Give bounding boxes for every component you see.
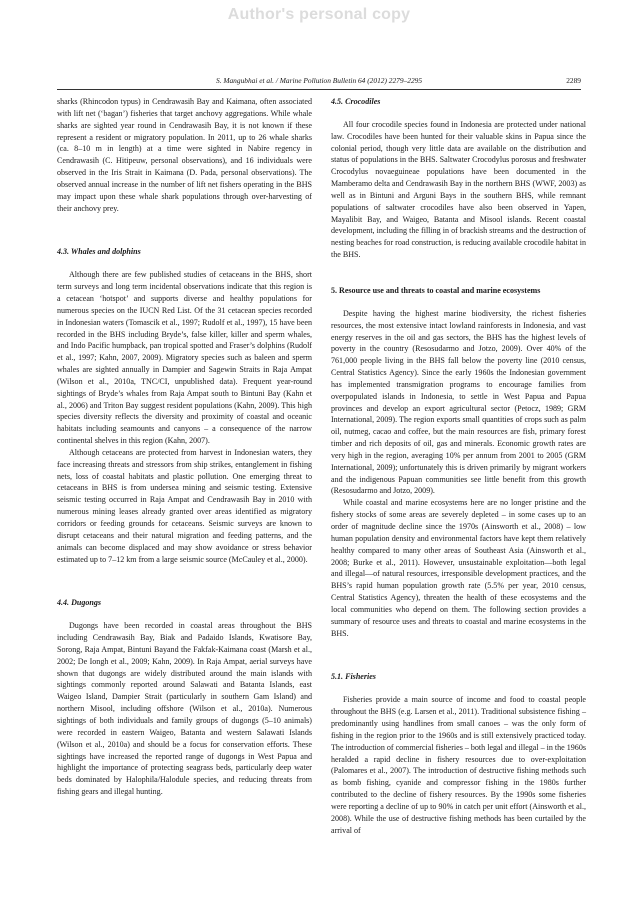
watermark: Author's personal copy xyxy=(227,6,411,23)
paragraph-whale-sharks: sharks (Rhincodon typus) in Cendrawasih Bay and Kaimana, often associated with lift net (‘bagan’) fisheries that target anchovy aggregations. While whale sharks are sighted year round in Cendrawasih Bay, it is not known if these represent a resident or migratory population. In 2011, up to 26 whale sharks (ca. 8–10 m in length) at a time were sighted in Nabire regency in Cendrawasih (C. Hitipeuw, personal observations), and 16 individuals were observed in the Iris Strait in Kaimana (D. Pada, personal observations). The observed annual increase in the number of lift net fishers operating in the BHS may impact upon these whale shark populations through over-harvesting of their anchovy prey. xyxy=(57,97,312,213)
section-heading-dugongs: 4.4. Dugongs xyxy=(57,598,102,608)
section-heading-resource-use: 5. Resource use and threats to coastal and marine ecosystems xyxy=(331,285,541,295)
journal-citation: S. Mangubhai et al. / Marine Pollution Bulletin 64 (2012) 2279–2295 xyxy=(215,76,423,85)
section-heading-whales-dolphins: 4.3. Whales and dolphins xyxy=(57,247,141,257)
paragraph-cetaceans-1: Although there are few published studies of cetaceans in the BHS, short term surveys and long term incidental observations indicate that this region is a cetacean ‘hotspot’ and supports diverse and healthy populations for numerous species on the IUCN Red List. Of the 31 cetacean species recorded in Indonesian waters (Tomascik et al., 1997; Rudolf et al., 1997), 15 have been recorded in the BHS including Bryde’s, false killer, killer and sperm whales, and Indo Pacific humpback, pan tropical spotted and Fraser’s dolphins (Rudolf et al., 1997; Kahn, 2007, 2009). Migratory species such as baleen and sperm whales are sighted annually in Dampier and Sagewin Straits in Raja Ampat (Wilson et al., 2010a, TNC/CI, unpublished data). Frequent year-round sightings of Bryde’s whales from Raja Ampat south to Bintuni Bay (Kahn et al., 2006) and Triton Bay suggest resident populations (Kahn, 2009). This high species diversity reflects the diversity and proximity of coastal and oceanic habitats including seamounts and canyons – a consequence of the narrow continental shelves in this region (Kahn, 2007). xyxy=(57,270,312,446)
paragraph-crocodiles: All four crocodile species found in Indonesia are protected under national law. Crocodiles have been hunted for their valuable skins in Papua since the colonial period, though very little data are available on the distribution and status of populations in the BHS. Saltwater Crocodylus porosus and freshwater Crocodylus novaeguineae populations have been documented in the Mamberamo delta and Cendrawasih Bay in the northern BHS (WWF, 2003) as well as in Bintuni and Arguni Bays in the southern BHS, while remnant populations of saltwater crocodiles have also been observed in Yapen, Mayalibit Bay, and Waigeo, Batanta and Misool islands. Recent coastal development, including the filling in of brackish streams and the destruction of nesting beaches for road construction, is reducing available crocodile habitat in the BHS. xyxy=(331,119,586,260)
paragraph-threats: While coastal and marine ecosystems here are no longer pristine and the fishery stocks of some areas are severely depleted – in some cases up to an order of magnitude decline since the 1970s (Ainsworth et al., 2008) – low human population density and environmental factors have kept them relatively healthy compared to many other areas of Southeast Asia (Ainsworth et al., 2008; Burke et al., 2011). However, unsustainable exploitation—both legal and illegal—of natural resources, irresponsible development practices, and the BHS’s rapid human population growth rate (5.5% per year, 2010 census, Central Statistics Agency), threaten the health of these ecosystems and the local communities who depend on them. The following section provides a summary of resource uses and threats to coastal and marine ecosystems in the BHS. xyxy=(331,498,586,638)
right-column xyxy=(331,96,586,836)
paragraph-fisheries: Fisheries provide a main source of income and food to coastal people throughout the BHS (e.g. Larsen et al., 2011). Traditional subsistence fishing – predominantly using handlines from small canoes – was the only form of fishing in the region prior to the 1960s and is still extensively practiced today. The introduction of commercial fisheries – both legal and illegal – in the 1960s heralded a rapid decline in fishery resources due to over-exploitation (Palomares et al., 2007). The introduction of destructive fishing methods such as bomb fishing, cyanide and compressor fishing in the 1980s further contributed to the decline of fishery resources. By the 1990s some fisheries were reporting a decline of up to 90% in catch per unit effort (Ainsworth et al., 2008). While the use of destructive fishing methods has been curtailed by the arrival of xyxy=(331,695,586,835)
paragraph-poverty: Despite having the highest marine biodiversity, the richest fisheries resources, the most extensive intact lowland rainforests in Indonesia, and vast energy reserves in the oil and gas sectors, the BHS has the highest levels of poverty in the country (Resosudarmo and Jotzo, 2009). Over 40% of the 761,000 people living in the BHS fall below the poverty line (2010 census, Central Statistics Agency). Since the early 1960s the Indonesian government has implemented transmigration programs to encourage families from overpopulated islands in Indonesia, to settle in West Papua and Papua provinces and develop an export agricultural sector (Petocz, 1989; GRM International, 2009). The region exports small quantities of crops such as palm oil, nutmeg, cacao and coffee, but the main resources are fish, primary forest timber and rich deposits of oil, gas and minerals. Economic growth rates are very high in the region, averaging 10% per annum from 2001 to 2005 (GRM International, 2009); unfortunately this is driven primarily by migrant workers and the indigenous Papuan communities see little benefit from this growth (Resosudarmo and Jotzo, 2009). xyxy=(331,308,586,496)
section-heading-fisheries: 5.1. Fisheries xyxy=(331,672,376,682)
section-heading-crocodiles: 4.5. Crocodiles xyxy=(331,97,381,106)
left-column xyxy=(57,96,312,798)
paragraph-dugongs: Dugongs have been recorded in coastal areas throughout the BHS including Cendrawasih Bay, Biak and Padaido Islands, Kwatisore Bay, Sorong, Raja Ampat, Bintuni Bayand the Fakfak-Kaimana coast (Marsh et al., 2002; De Iongh et al., 2009; Kahn, 2009). In Raja Ampat, aerial surveys have shown that dugongs are widely distributed around the main islands with sightings commonly reported around Salawati and Batanta Islands, east Waigeo Island, Dampier Strait (particularly in southern Gam Island) and northern Misool, including offshore (Wilson et al., 2010a). Numerous sightings of both individuals and family groups of dugongs (5–10 animals) were recorded in eastern Waigeo, Batanta and western Salawati Islands (Wilson et al., 2010a) and should be a focus for conservation efforts. These sightings have increased the reported range of dugongs in West Papua and highlight the importance of protecting seagrass beds, particularly deep water beds dominated by Halophila/Halodule species, and reducing threats from fishing gears and illegal hunting. xyxy=(57,621,312,797)
header-rule xyxy=(57,89,581,90)
page-number: 2289 xyxy=(566,76,581,85)
paragraph-cetaceans-2: Although cetaceans are protected from harvest in Indonesian waters, they face increasing threats and stressors from ship strikes, entanglement in fishing nets, loss of coastal habitats and plastic pollution. One emerging threat to cetaceans in BHS is from undersea mining and seismic testing. Extensive seismic testing occurred in Raja Ampat and Cendrawasih Bay in 2010 with numerous mining leases already granted over areas identified as migratory corridors or feeding grounds for cetaceans. Seismic surveys are known to disrupt cetaceans and their natural migration and feeding patterns, and the animals can become displaced and may show avoidance or stress behavior estimated up to 7–12 km from a large seismic source (McCauley et al., 2000). xyxy=(57,447,312,564)
running-head xyxy=(57,76,581,88)
